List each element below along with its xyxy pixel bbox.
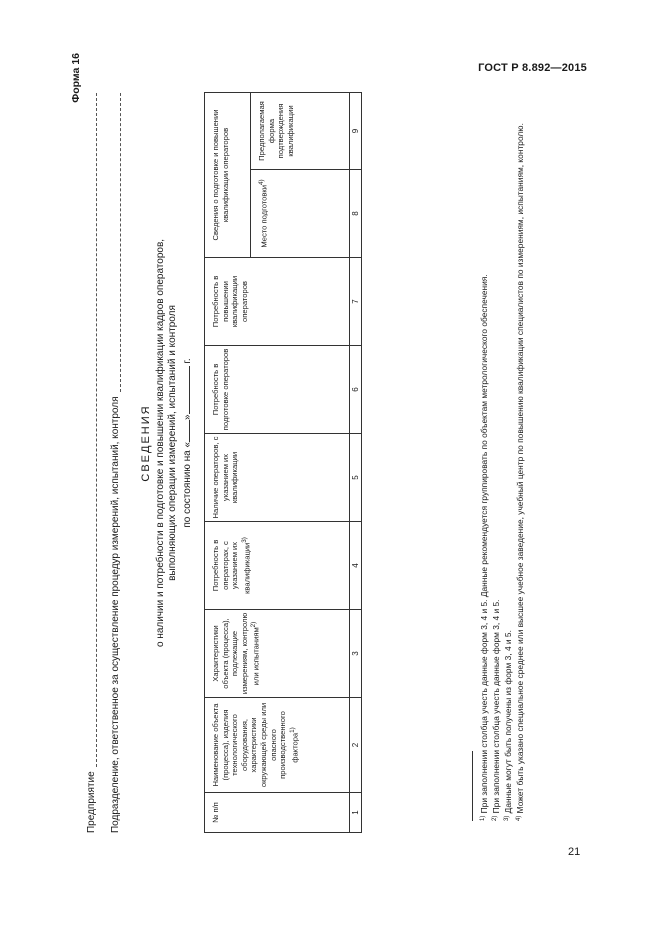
enterprise-fill-line[interactable] bbox=[87, 93, 97, 767]
column-number: 9 bbox=[350, 93, 362, 170]
footnotes bbox=[478, 61, 526, 821]
column-number: 5 bbox=[350, 434, 362, 522]
date-prefix: по состоянию на « bbox=[181, 441, 193, 528]
form-subtitle-2: выполняющих операции измерений, испытаний и контроля bbox=[167, 305, 178, 581]
page-number: 21 bbox=[568, 846, 581, 858]
date-day-blank[interactable] bbox=[180, 420, 190, 442]
header-operators-need: Потребность в операторах, с указанием их квалификации$^{3)}$ bbox=[205, 522, 350, 610]
header-row-number: № п/п bbox=[205, 793, 350, 833]
column-number: 1 bbox=[350, 793, 362, 833]
header-training-info-group: Сведения о подготовке и повышении квалификации операторов bbox=[205, 93, 251, 258]
operators-table bbox=[204, 92, 362, 833]
date-suffix: г. bbox=[181, 358, 193, 364]
division-fill-line[interactable] bbox=[111, 93, 121, 392]
footnote: $^{1)}$ При заполнении столбца учесть данные форм 3, 4 и 5. Данные рекомендуется группировать по объектам метрологического обеспечения. bbox=[479, 274, 489, 821]
form-title: СВЕДЕНИЯ bbox=[140, 404, 152, 482]
footnote-rule bbox=[472, 751, 473, 821]
column-numbers-row bbox=[350, 93, 362, 833]
date-mid: » bbox=[181, 414, 193, 420]
header-operators-available: Наличие операторов, с указанием их квалификации bbox=[205, 434, 350, 522]
column-number: 4 bbox=[350, 522, 362, 610]
footnote: $^{3)}$ Данные могут быть получены из форм 3, 4 и 5. bbox=[503, 630, 513, 821]
division-label: Подразделение, ответственное за осуществление процедур измерений, испытаний, контроля bbox=[110, 396, 121, 833]
footnote: $^{4)}$ Может быть указано специальное среднее или высшее учебное заведение, учебный центр по повышению квалификации специалистов по измерениям, испытаниям, контролю. bbox=[515, 123, 525, 821]
date-month-blank[interactable] bbox=[180, 366, 190, 414]
column-number: 8 bbox=[350, 170, 362, 258]
column-number: 2 bbox=[350, 698, 362, 793]
header-confirmation-form: Предполагаемая форма подтверждения квалификации bbox=[251, 93, 350, 170]
header-training-place: Место подготовки$^{4)}$ bbox=[251, 170, 350, 258]
rotated-form-block bbox=[72, 53, 572, 833]
standard-code: ГОСТ Р 8.892—2015 bbox=[478, 62, 587, 74]
form-subtitle-1: о наличии и потребности в подготовке и повышении квалификации кадров операторов, bbox=[154, 238, 166, 648]
division-line bbox=[110, 93, 121, 833]
title-block bbox=[140, 53, 194, 833]
header-qualification-need: Потребность в повышении квалификации операторов bbox=[205, 258, 350, 346]
enterprise-label: Предприятие bbox=[86, 771, 97, 833]
column-number: 6 bbox=[350, 346, 362, 434]
header-characteristics: Характеристики объекта (процесса), подлежащие измерениям, контролю или испытаниям$^{2)}$ bbox=[205, 610, 350, 698]
column-number: 7 bbox=[350, 258, 362, 346]
enterprise-line bbox=[86, 93, 97, 833]
footnote: $^{2)}$ При заполнении столбца учесть данные форм 3, 4 и 5. bbox=[491, 599, 501, 821]
header-object-name: Наименование объекта (процесса), изделия технологического оборудования, характеристики окружающей среды или опасного производственного фактора$^{1)}$ bbox=[205, 698, 350, 793]
column-number: 3 bbox=[350, 610, 362, 698]
date-line bbox=[180, 53, 195, 833]
form-label: Форма 16 bbox=[70, 53, 82, 103]
header-training-need: Потребность в подготовке операторов bbox=[205, 346, 350, 434]
